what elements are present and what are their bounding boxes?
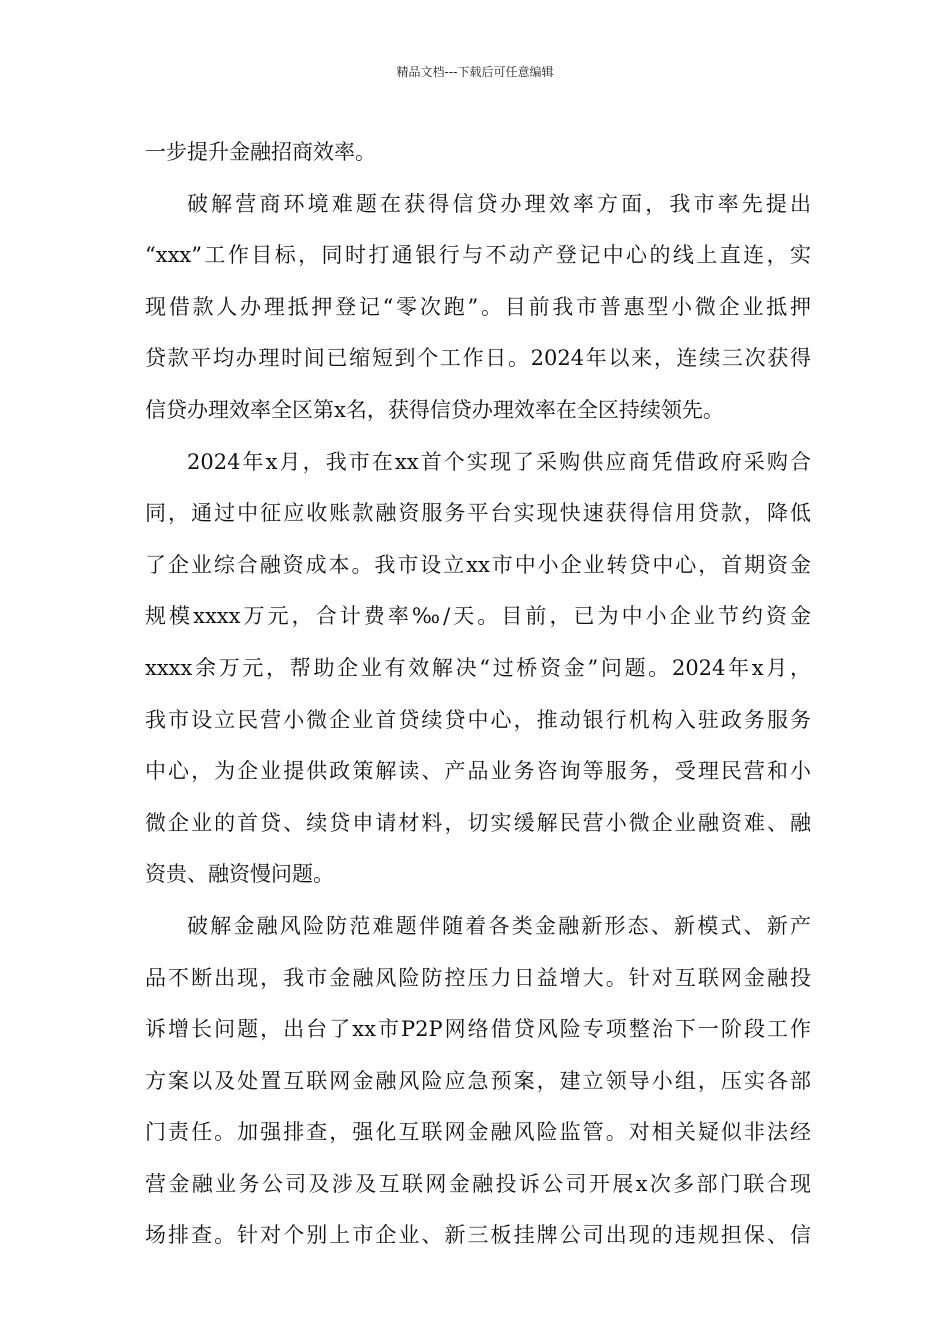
- text-line: 破解金融风险防范难题伴随着各类金融新形态、新模式、新产: [187, 913, 811, 938]
- text-line: 现借款人办理抵押登记“零次跑”。目前我市普惠型小微企业抵押: [145, 294, 811, 319]
- text-line: 同，通过中征应收账款融资服务平台实现快速获得信用贷款，降低: [145, 501, 811, 526]
- text-line: “xxx”工作目标，同时打通银行与不动产登记中心的线上直连，实: [145, 243, 811, 268]
- text-line: 方案以及处置互联网金融风险应急预案，建立领导小组，压实各部: [145, 1068, 811, 1093]
- text-line: 场排查。针对个别上市企业、新三板挂牌公司出现的违规担保、信: [145, 1223, 811, 1248]
- text-line: 破解营商环境难题在获得信贷办理效率方面，我市率先提出: [187, 191, 811, 216]
- text-line: 营金融业务公司及涉及互联网金融投诉公司开展x次多部门联合现: [145, 1171, 811, 1196]
- text-line: 微企业的首贷、续贷申请材料，切实缓解民营小微企业融资难、融: [145, 810, 811, 835]
- text-line: 规模xxxx万元，合计费率‰/天。目前，已为中小企业节约资金: [145, 604, 811, 629]
- text-line: 一步提升金融招商效率。: [145, 140, 376, 164]
- page-header: 精品文档---下载后可任意编辑: [396, 65, 554, 79]
- text-line: 贷款平均办理时间已缩短到个工作日。2024年以来，连续三次获得: [145, 346, 811, 371]
- text-line: 品不断出现，我市金融风险防控压力日益增大。针对互联网金融投: [145, 965, 811, 990]
- text-line: 资贵、融资慢问题。: [145, 862, 334, 887]
- text-line: 诉增长问题，出台了xx市P2P网络借贷风险专项整治下一阶段工作: [145, 1017, 811, 1042]
- text-line: xxxx余万元，帮助企业有效解决“过桥资金”问题。2024年x月，: [145, 655, 811, 680]
- text-line: 2024年x月，我市在xx首个实现了采购供应商凭借政府采购合: [187, 449, 811, 474]
- text-line: 信贷办理效率全区第x名，获得信贷办理效率在全区持续领先。: [145, 397, 724, 422]
- text-line: 中心，为企业提供政策解读、产品业务咨询等服务，受理民营和小: [145, 759, 811, 784]
- text-line: 门责任。加强排查，强化互联网金融风险监管。对相关疑似非法经: [145, 1120, 811, 1145]
- document-body: [145, 127, 811, 1262]
- text-line: 我市设立民营小微企业首贷续贷中心，推动银行机构入驻政务服务: [145, 707, 811, 732]
- text-line: 了企业综合融资成本。我市设立xx市中小企业转贷中心，首期资金: [145, 552, 811, 577]
